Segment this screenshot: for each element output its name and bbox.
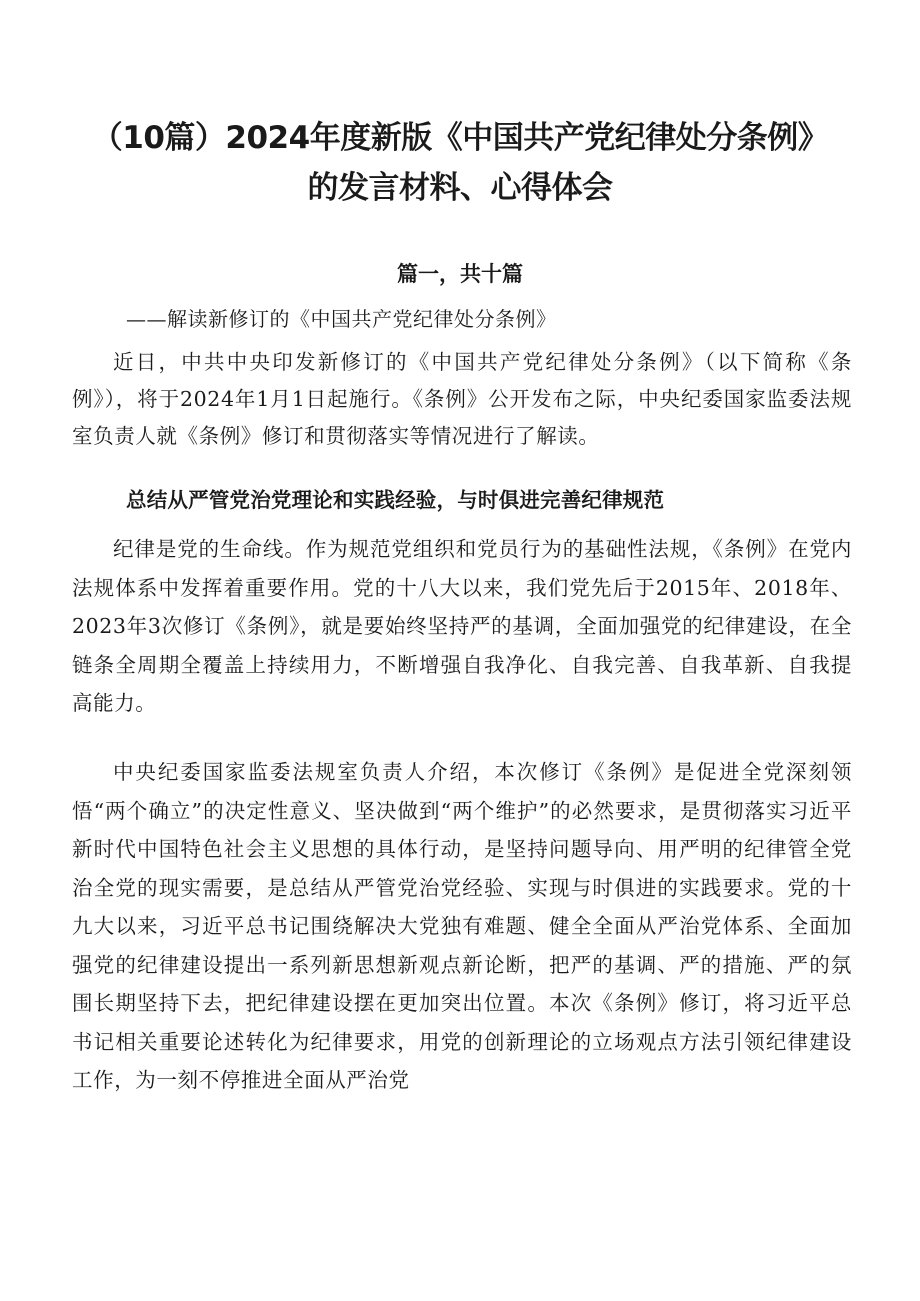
document-title-line-1: （10篇）2024年度新版《中国共产党纪律处分条例》 bbox=[91, 120, 829, 156]
paragraph-discipline: 纪律是党的生命线。作为规范党组织和党员行为的基础性法规，《条例》在党内法规体系中发挥着重要作用。党的十八大以来，我们党先后于2015年、2018年、2023年3次修订《条例》，就是要始终坚持严的基调，全面加强党的纪律建设，在全链条全周期全覆盖上持续用力，不断增强自我净化、自我完善、自我革新、自我提高能力。 bbox=[72, 537, 852, 715]
paragraph-intro: 近日，中共中央印发新修订的《中国共产党纪律处分条例》（以下简称《条例》），将于2024年1月1日起施行。《条例》公开发布之际，中央纪委国家监委法规室负责人就《条例》修订和贯彻落实等情况进行了解读。 bbox=[72, 350, 852, 448]
document-byline: ——解读新修订的《中国共产党纪律处分条例》 bbox=[126, 307, 557, 331]
paragraph-revision: 中央纪委国家监委法规室负责人介绍，本次修订《条例》是促进全党深刻领悟“两个确立”的决定性意义、坚决做到“两个维护”的必然要求，是贯彻落实习近平新时代中国特色社会主义思想的具体行动，是坚持问题导向、用严明的纪律管全党治全党的现实需要，是总结从严管党治党经验、实现与时俱进的实践要求。党的十九大以来，习近平总书记围绕解决大党独有难题、健全全面从严治党体系、全面加强党的纪律建设提出一系列新思想新观点新论断，把严的基调、严的措施、严的氛围长期坚持下去，把纪律建设摆在更加突出位置。本次《条例》修订，将习近平总书记相关重要论述转化为纪律要求，用党的创新理论的立场观点方法引领纪律建设工作，为一刻不停推进全面从严治党 bbox=[72, 760, 852, 1092]
document-title-line-2: 的发言材料、心得体会 bbox=[307, 170, 613, 206]
section-heading: 总结从严管党治党理论和实践经验，与时俱进完善纪律规范 bbox=[126, 488, 665, 512]
document-subtitle: 篇一，共十篇 bbox=[397, 262, 523, 286]
